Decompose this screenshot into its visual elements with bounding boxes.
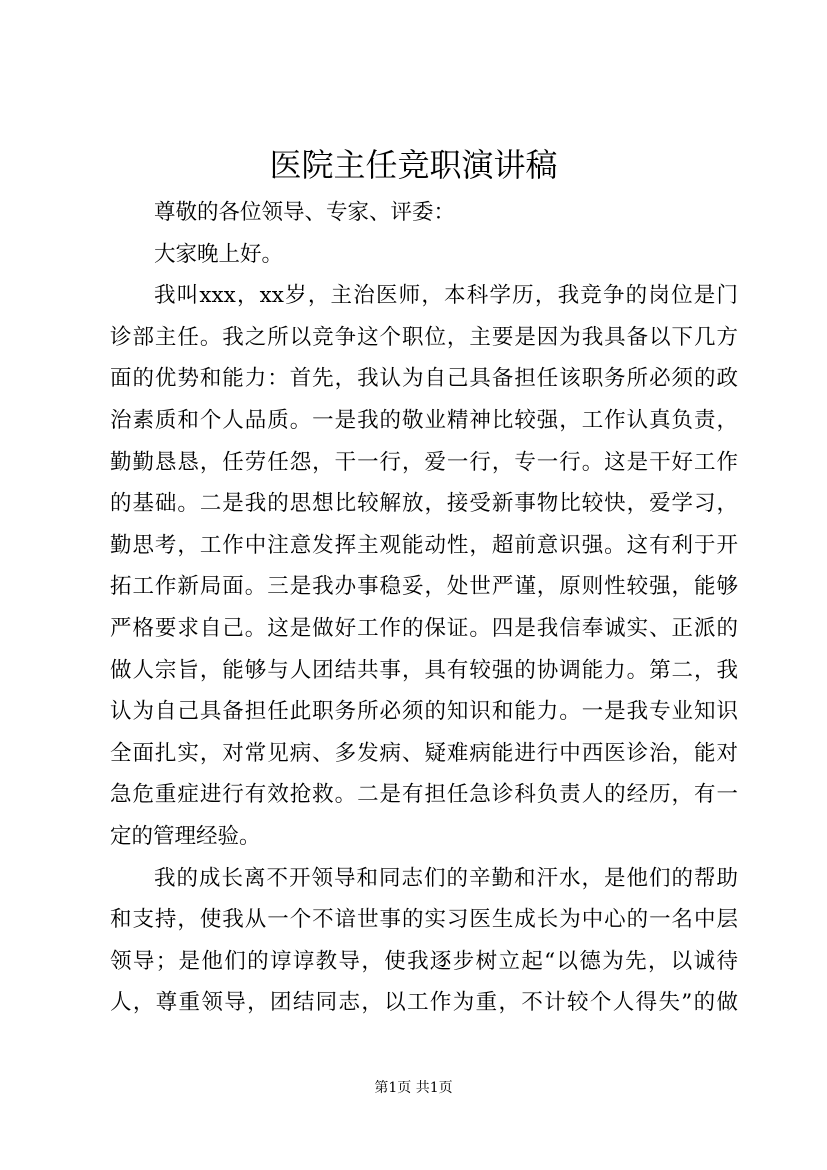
text-line: 和支持，使我从一个不谙世事的实习医生成长为中心的一名中层: [110, 907, 738, 933]
text-line: 诊部主任。我之所以竞争这个职位，主要是因为我具备以下几方: [110, 324, 738, 350]
text-line: 我叫xxx，xx岁，主治医师，本科学历，我竞争的岗位是门: [154, 283, 738, 309]
text-line: 全面扎实，对常见病、多发病、疑难病能进行中西医诊治，能对: [110, 740, 738, 766]
text-line: 面的优势和能力：首先，我认为自己具备担任该职务所必须的政: [110, 366, 738, 392]
text-line: 拓工作新局面。三是我办事稳妥，处世严谨，原则性较强，能够: [110, 574, 738, 600]
text-line: 人，尊重领导，团结同志，以工作为重，不计较个人得失”的做: [110, 990, 738, 1016]
text-line: 定的管理经验。: [110, 823, 261, 849]
text-line: 治素质和个人品质。一是我的敬业精神比较强，工作认真负责，: [110, 407, 738, 433]
text-line: 急危重症进行有效抢救。二是有担任急诊科负责人的经历，有一: [110, 782, 738, 808]
text-line: 的基础。二是我的思想比较解放，接受新事物比较快，爱学习，: [110, 491, 738, 517]
text-line: 认为自己具备担任此职务所必须的知识和能力。一是我专业知识: [110, 699, 738, 725]
document-title: 医院主任竞职演讲稿: [269, 146, 558, 184]
text-line: 尊敬的各位领导、专家、评委：: [154, 200, 456, 225]
text-line: 勤思考，工作中注意发挥主观能动性，超前意识强。这有利于开: [110, 532, 738, 558]
text-line: 我的成长离不开领导和同志们的辛勤和汗水，是他们的帮助: [154, 865, 738, 891]
text-line: 领导；是他们的谆谆教导，使我逐步树立起“以德为先，以诚待: [110, 948, 738, 974]
text-line: 勤勤恳恳，任劳任怨，干一行，爱一行，专一行。这是干好工作: [110, 449, 738, 475]
text-line: 做人宗旨，能够与人团结共事，具有较强的协调能力。第二，我: [110, 657, 738, 683]
page-number: 第1页 共1页: [374, 1080, 453, 1096]
document-body: [110, 192, 738, 1024]
text-line: 大家晚上好。: [154, 241, 284, 267]
text-line: 严格要求自己。这是做好工作的保证。四是我信奉诚实、正派的: [110, 615, 738, 641]
